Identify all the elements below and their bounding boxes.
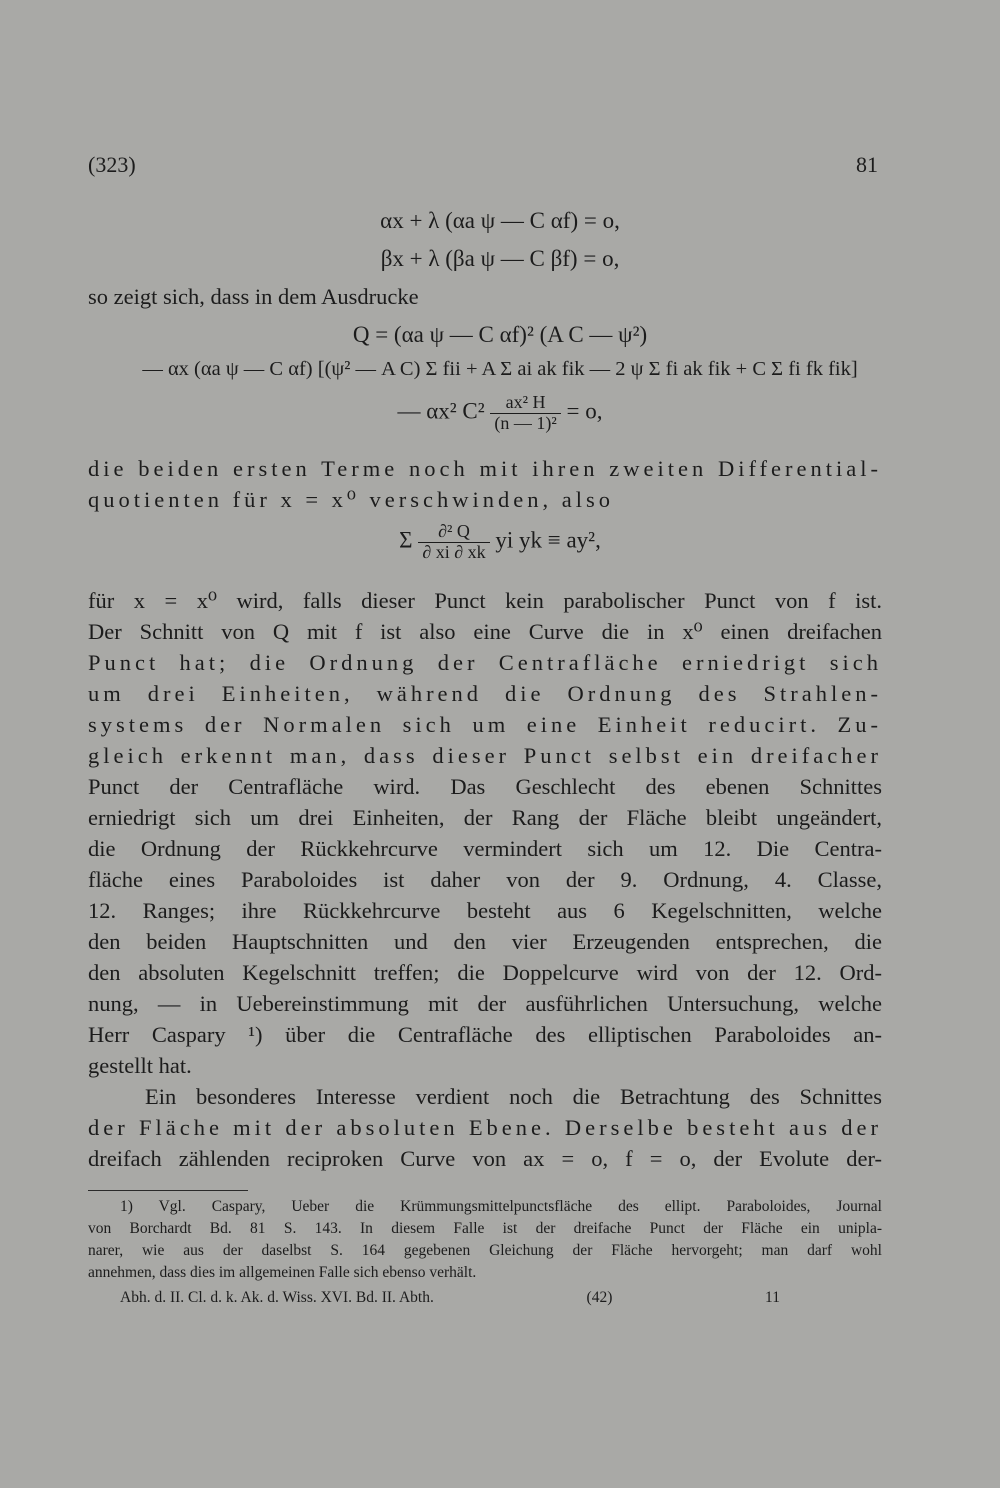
footnote-line: von Borchardt Bd. 81 S. 143. In diesem Falle ist der dreifache Punct der Fläche ein unipla- <box>88 1220 882 1237</box>
body-line: die Ordnung der Rückkehrcurve vermindert sich um 12. Die Centra- <box>88 836 882 861</box>
footer-publication: Abh. d. II. Cl. d. k. Ak. d. Wiss. XVI. Bd. II. Abth. <box>120 1289 434 1306</box>
equation-6-fraction <box>418 522 489 563</box>
body-line: die beiden ersten Terme noch mit ihren zweiten Differential- <box>88 456 882 481</box>
body-line: gestellt hat. <box>88 1053 192 1078</box>
equation-6-sigma: Σ <box>399 527 413 553</box>
page-footer <box>120 1289 780 1307</box>
body-line: systems der Normalen sich um eine Einheit reducirt. Zu- <box>88 712 882 737</box>
body-line: den beiden Hauptschnitten und den vier Erzeugenden entsprechen, die <box>88 929 882 954</box>
equation-6 <box>0 522 1000 563</box>
equation-5-numerator: ax² H <box>490 393 560 414</box>
equation-5 <box>0 393 1000 434</box>
body-line: dreifach zählenden reciproken Curve von ax = o, f = o, der Evolute der- <box>88 1146 882 1171</box>
body-line: Ein besonderes Interesse verdient noch die Betrachtung des Schnittes <box>145 1084 882 1109</box>
equation-4: — αx (αa ψ — C αf) [(ψ² — A C) Σ fii + A Σ ai ak fik — 2 ψ Σ fi ak fik + C Σ fi fk fik] <box>142 358 858 380</box>
equation-1: αx + λ (αa ψ — C αf) = o, <box>380 208 620 233</box>
body-line: fläche eines Paraboloides ist daher von der 9. Ordnung, 4. Classe, <box>88 867 882 892</box>
equation-3: Q = (αa ψ — C αf)² (A C — ψ²) <box>352 322 648 347</box>
footnote-line: narer, wie aus der daselbst S. 164 gegebenen Gleichung der Fläche hervorgeht; man darf wohl <box>88 1242 882 1259</box>
section-number: (323) <box>88 152 136 177</box>
body-line: Herr Caspary ¹) über die Centrafläche des elliptischen Paraboloides an- <box>88 1022 882 1047</box>
footer-sheet-number: 11 <box>765 1289 780 1306</box>
body-line: erniedrigt sich um drei Einheiten, der Rang der Fläche bleibt ungeändert, <box>88 805 882 830</box>
body-line: quotienten für x = x⁰ verschwinden, also <box>88 487 614 512</box>
equation-5-suffix: = o, <box>566 398 603 424</box>
body-line: den absoluten Kegelschnitt treffen; die Doppelcurve wird von der 12. Ord- <box>88 960 882 985</box>
equation-2: βx + λ (βa ψ — C βf) = o, <box>380 246 620 271</box>
body-line: um drei Einheiten, während die Ordnung des Strahlen- <box>88 681 882 706</box>
equation-5-fraction <box>490 393 560 434</box>
body-line: 12. Ranges; ihre Rückkehrcurve besteht aus 6 Kegelschnitten, welche <box>88 898 882 923</box>
body-line: gleich erkennt man, dass dieser Punct selbst ein dreifacher <box>88 743 882 768</box>
body-line: für x = x⁰ wird, falls dieser Punct kein parabolischer Punct von f ist. <box>88 588 882 613</box>
footer-signature: (42) <box>586 1289 613 1306</box>
equation-6-denominator: ∂ xi ∂ xk <box>422 541 486 562</box>
equation-6-numerator: ∂² Q <box>418 522 489 543</box>
footnote-divider <box>88 1190 248 1191</box>
body-line: so zeigt sich, dass in dem Ausdrucke <box>88 284 419 309</box>
footnote-line: 1) Vgl. Caspary, Ueber die Krümmungsmittelpunctsfläche des ellipt. Paraboloides, Journal <box>120 1198 882 1215</box>
body-line: nung, — in Uebereinstimmung mit der ausführlichen Untersuchung, welche <box>88 991 882 1016</box>
body-line: der Fläche mit der absoluten Ebene. Derselbe besteht aus der <box>88 1115 882 1140</box>
equation-6-suffix: yi yk ≡ ay², <box>495 527 601 553</box>
body-line: Der Schnitt von Q mit f ist also eine Curve die in x⁰ einen dreifachen <box>88 619 882 644</box>
page-number: 81 <box>856 152 878 177</box>
equation-5-prefix: — αx² C² <box>397 398 485 424</box>
footnote-line: annehmen, dass dies im allgemeinen Falle sich ebenso verhält. <box>88 1264 477 1281</box>
equation-5-denominator: (n — 1)² <box>494 412 557 433</box>
body-line: Punct hat; die Ordnung der Centrafläche erniedrigt sich <box>88 650 882 675</box>
page-header <box>88 152 878 178</box>
body-line: Punct der Centrafläche wird. Das Geschlecht des ebenen Schnittes <box>88 774 882 799</box>
